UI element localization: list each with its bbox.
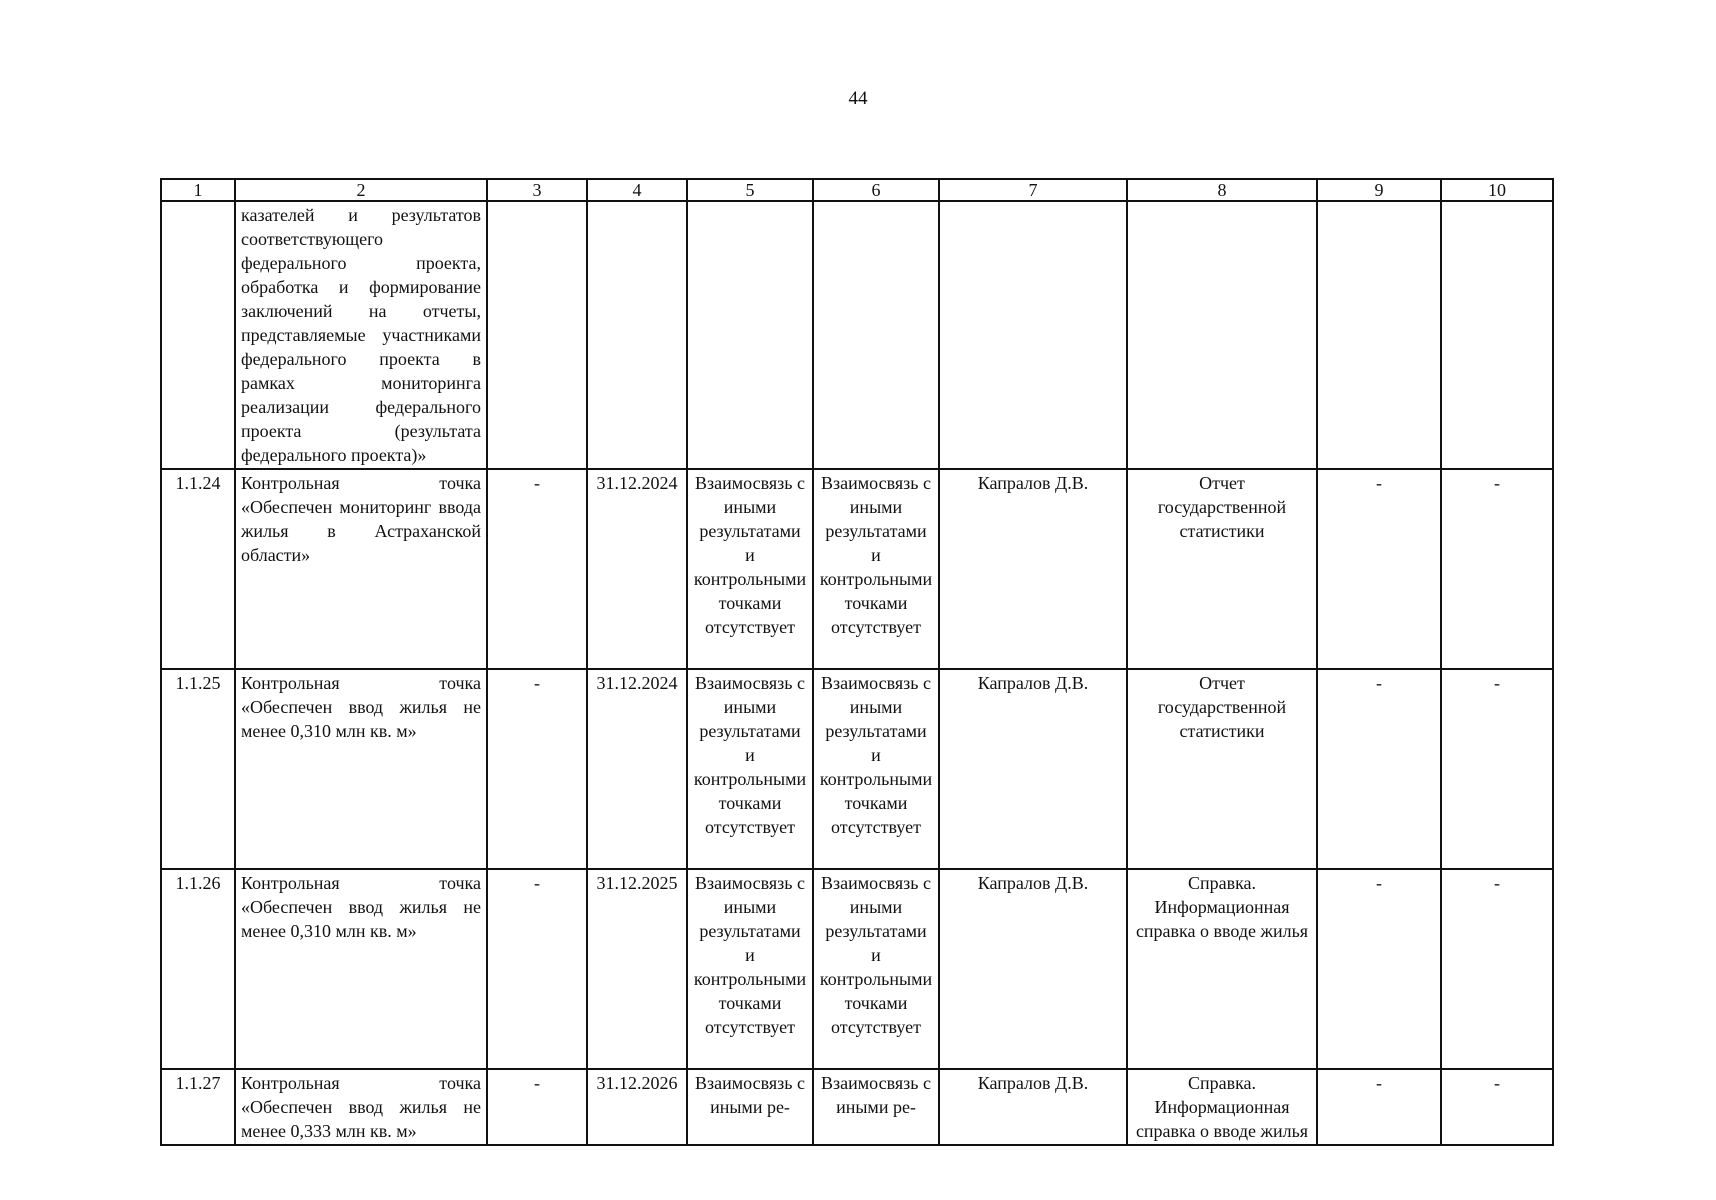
cell-number: 1.1.25: [161, 669, 235, 869]
cell-col9: -: [1317, 469, 1441, 669]
table-row: [161, 669, 1553, 869]
cell-col10: -: [1441, 669, 1553, 869]
column-header: 2: [235, 179, 487, 201]
column-header: 3: [487, 179, 587, 201]
cell-empty: [939, 201, 1127, 469]
cell-date: 31.12.2024: [587, 669, 687, 869]
cell-description: казателей и результатов соответствующего федерального проекта, обработка и формирование заключений на отчеты, представляемые участниками федерального проекта в рамках мониторинга реализации федерального проекта (результата федерального проекта)»: [235, 201, 487, 469]
cell-empty: [487, 201, 587, 469]
table-row: [161, 469, 1553, 669]
control-points-table: [160, 178, 1554, 1146]
cell-col10: -: [1441, 469, 1553, 669]
table-row: [161, 869, 1553, 1069]
column-header: 8: [1127, 179, 1317, 201]
cell-col9: -: [1317, 1069, 1441, 1145]
cell-relation: Взаимосвязь с иными результатами и контрольными точками отсутствует: [687, 669, 813, 869]
column-header: 9: [1317, 179, 1441, 201]
column-header: 4: [587, 179, 687, 201]
cell-relation: Взаимосвязь с иными результатами и контрольными точками отсутствует: [813, 869, 939, 1069]
cell-empty: [1441, 201, 1553, 469]
cell-document: Справка. Информационная справка о вводе жилья: [1127, 869, 1317, 1069]
cell-col9: -: [1317, 869, 1441, 1069]
header-row: [161, 179, 1553, 201]
cell-relation: Взаимосвязь с иными ре-: [813, 1069, 939, 1145]
cell-col3: -: [487, 469, 587, 669]
cell-responsible: Капралов Д.В.: [939, 1069, 1127, 1145]
cell-document: Отчет государственной статистики: [1127, 669, 1317, 869]
cell-relation: Взаимосвязь с иными результатами и контрольными точками отсутствует: [687, 469, 813, 669]
page-number: 44: [848, 88, 868, 109]
cell-col10: -: [1441, 869, 1553, 1069]
column-header: 10: [1441, 179, 1553, 201]
cell-number: 1.1.24: [161, 469, 235, 669]
column-header: 5: [687, 179, 813, 201]
column-header: 1: [161, 179, 235, 201]
table-row: [161, 1069, 1553, 1145]
cell-empty: [1317, 201, 1441, 469]
column-header: 7: [939, 179, 1127, 201]
cell-empty: [687, 201, 813, 469]
cell-description: Контрольная точка «Обеспечен мониторинг ввода жилья в Астраханской области»: [235, 469, 487, 669]
cell-responsible: Капралов Д.В.: [939, 869, 1127, 1069]
cell-description: Контрольная точка «Обеспечен ввод жилья не менее 0,310 млн кв. м»: [235, 669, 487, 869]
cell-number: 1.1.26: [161, 869, 235, 1069]
column-header: 6: [813, 179, 939, 201]
cell-description: Контрольная точка «Обеспечен ввод жилья не менее 0,333 млн кв. м»: [235, 1069, 487, 1145]
cell-date: 31.12.2024: [587, 469, 687, 669]
cell-empty: [161, 201, 235, 469]
cell-relation: Взаимосвязь с иными результатами и контрольными точками отсутствует: [813, 469, 939, 669]
cell-relation: Взаимосвязь с иными результатами и контрольными точками отсутствует: [687, 869, 813, 1069]
table-row-continuation: [161, 201, 1553, 469]
cell-date: 31.12.2025: [587, 869, 687, 1069]
cell-relation: Взаимосвязь с иными результатами и контрольными точками отсутствует: [813, 669, 939, 869]
cell-empty: [587, 201, 687, 469]
cell-document: Справка. Информационная справка о вводе жилья: [1127, 1069, 1317, 1145]
cell-responsible: Капралов Д.В.: [939, 469, 1127, 669]
cell-number: 1.1.27: [161, 1069, 235, 1145]
cell-col3: -: [487, 1069, 587, 1145]
cell-empty: [813, 201, 939, 469]
cell-col10: -: [1441, 1069, 1553, 1145]
cell-date: 31.12.2026: [587, 1069, 687, 1145]
cell-col3: -: [487, 869, 587, 1069]
cell-col9: -: [1317, 669, 1441, 869]
cell-document: Отчет государственной статистики: [1127, 469, 1317, 669]
cell-relation: Взаимосвязь с иными ре-: [687, 1069, 813, 1145]
cell-empty: [1127, 201, 1317, 469]
cell-description: Контрольная точка «Обеспечен ввод жилья не менее 0,310 млн кв. м»: [235, 869, 487, 1069]
cell-col3: -: [487, 669, 587, 869]
cell-responsible: Капралов Д.В.: [939, 669, 1127, 869]
